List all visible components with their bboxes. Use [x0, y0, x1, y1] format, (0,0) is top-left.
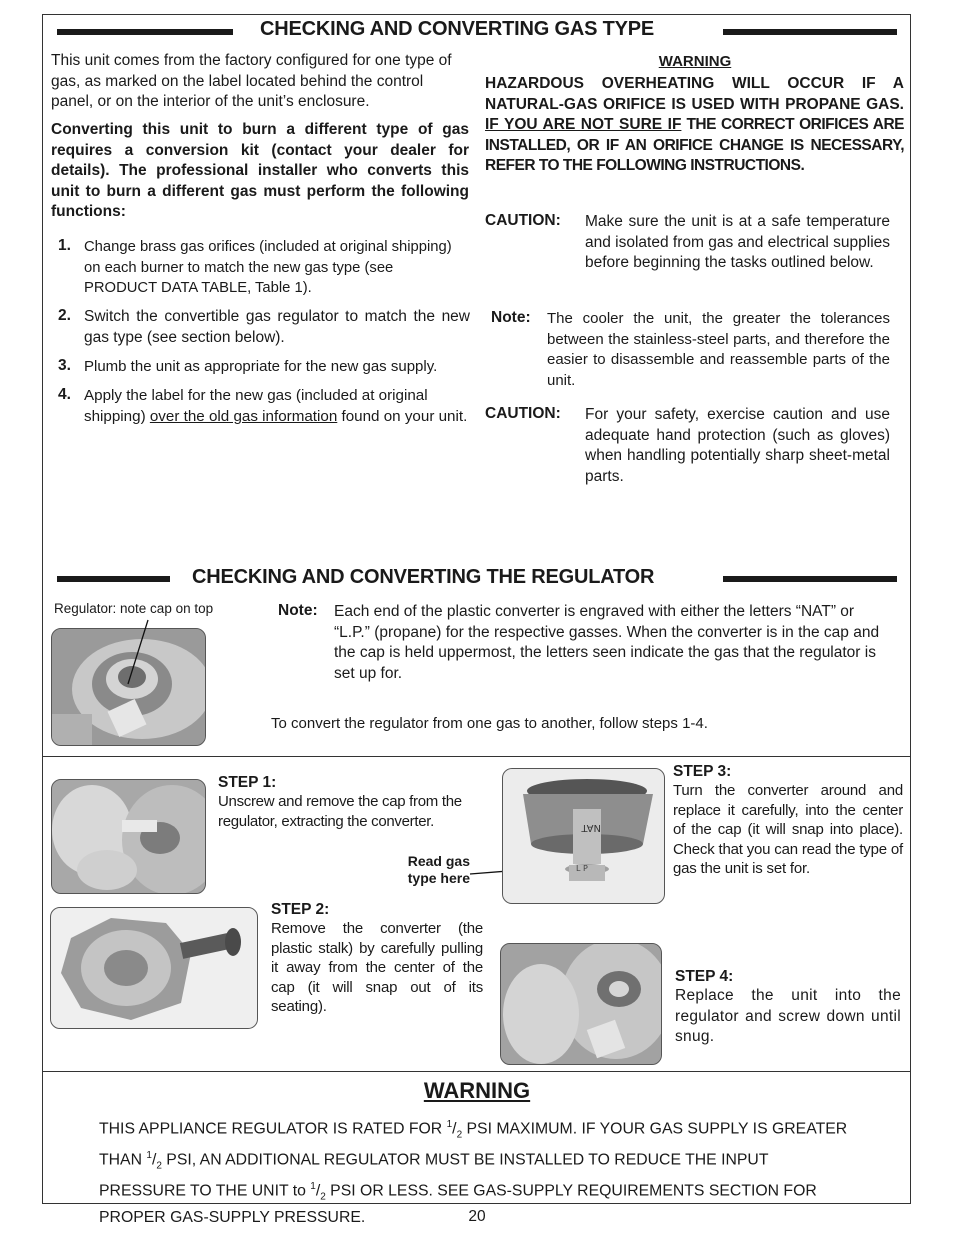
section-title-regulator: CHECKING AND CONVERTING THE REGULATOR — [192, 566, 655, 588]
step3-text: Turn the converter around and replace it carefully, into the center of the cap (it will snap into place). Check that you can read the type of gas the unit is set for. — [673, 782, 903, 877]
note-label: Note: — [491, 309, 531, 326]
step3-image — [503, 769, 664, 903]
divider-warning-top — [42, 1071, 911, 1072]
step1-block — [218, 774, 493, 831]
pressure-warning-text: THIS APPLIANCE REGULATOR IS RATED FOR $^1/_2$ PSI MAXIMUM. IF YOUR GAS SUPPLY IS GREATER THAN $^1/_2$ PSI, AN ADDITIONAL REGULATOR MUST BE INSTALLED TO REDUCE THE INPUT PRESSURE TO THE UNIT to $^1/_2$ PSI OR LESS. SEE GAS-SUPPLY REQUIREMENTS SECTION FOR PROPER GAS-SUPPLY PRESSURE. — [99, 1119, 848, 1227]
section-title-gas-type: CHECKING AND CONVERTING GAS TYPE — [260, 18, 655, 40]
caution1-label: CAUTION: — [485, 212, 561, 229]
convert-instruction: To convert the regulator from one gas to another, follow steps 1-4. — [271, 715, 708, 732]
nat-marking: NAT — [581, 822, 601, 833]
step2-title: STEP 2: — [271, 901, 330, 918]
caption-pointer-line — [120, 618, 160, 688]
step4-block — [675, 968, 901, 1048]
lp-marking: L P — [576, 864, 588, 873]
warning-title: WARNING — [423, 1078, 531, 1103]
header2-rule-left — [57, 576, 170, 582]
step2-block — [271, 901, 483, 1017]
list-item-1: Change brass gas orifices (included at original shipping) on each burner to match the new gas type (see PRODUCT DATA TABLE, Table 1). — [84, 239, 452, 297]
list-number-2: 2. — [58, 307, 71, 324]
header-rule-left — [57, 29, 233, 35]
step2-photo — [50, 907, 258, 1029]
step1-photo — [51, 779, 206, 894]
step1-image — [52, 780, 205, 893]
intro-paragraph: This unit comes from the factory configured for one type of gas, as marked on the label located behind the control panel, or on the interior of the unit’s enclosure. — [51, 52, 452, 111]
regulator-note-text: Each end of the plastic converter is engraved with either the letters “NAT” or “L.P.” (propane) for the respective gasses. When the converter is in the cap and the cap is held uppermost, the letters seen indicate the gas that the regulator is set up for. — [334, 603, 880, 682]
page-number: 20 — [468, 1208, 486, 1225]
conversion-kit-paragraph: Converting this unit to burn a different type of gas requires a conversion kit (contact your dealer for details). The professional installer who converts this unit to burn a different gas must perform the following functions: — [51, 121, 469, 221]
list-item-2: Switch the convertible gas regulator to match the new gas type (see section below). — [84, 308, 470, 346]
step4-image — [501, 944, 661, 1064]
overheating-warning: HAZARDOUS OVERHEATING WILL OCCUR IF A NATURAL-GAS ORIFICE IS USED WITH PROPANE GAS. IF YOU ARE NOT SURE IF THE CORRECT ORIFICES ARE INSTALLED, OR IF AN ORIFICE CHANGE IS NECESSARY, REFER TO THE FOLLOWING INSTRUCTIONS. — [485, 75, 905, 175]
step1-text: Unscrew and remove the cap from the regulator, extracting the converter. — [218, 793, 462, 830]
list-item-4: Apply the label for the new gas (included at original shipping) over the old gas information found on your unit. — [84, 387, 468, 425]
caution1-text: Make sure the unit is at a safe temperature and isolated from gas and electrical supplies before beginning the tasks outlined below. — [585, 213, 891, 272]
header-rule-right — [723, 29, 897, 35]
regulator-note-label: Note: — [278, 602, 318, 619]
step3-block — [673, 763, 903, 879]
caution2-label: CAUTION: — [485, 405, 561, 422]
step4-photo — [500, 943, 662, 1065]
read-gas-label: Read gas type here — [407, 853, 470, 886]
list-number-3: 3. — [58, 357, 71, 374]
list-number-4: 4. — [58, 386, 71, 403]
step2-text: Remove the converter (the plastic stalk) by carefully pulling it away from the center of the cap (it will snap out of its seating). — [271, 920, 483, 1015]
step4-text: Replace the unit into the regulator and screw down until snug. — [675, 987, 901, 1046]
step3-title: STEP 3: — [673, 763, 732, 780]
header2-rule-right — [723, 576, 897, 582]
step1-title: STEP 1: — [218, 774, 277, 791]
divider-steps-top — [42, 756, 911, 757]
step4-title: STEP 4: — [675, 968, 734, 985]
list-item-3: Plumb the unit as appropriate for the new gas supply. — [84, 358, 438, 375]
note-text: The cooler the unit, the greater the tolerances between the stainless-steel parts, and therefore the easier to disassemble and reassemble parts of the unit. — [547, 310, 890, 389]
step3-photo — [502, 768, 665, 904]
photo-caption: Regulator: note cap on top — [54, 601, 214, 616]
list-number-1: 1. — [58, 237, 71, 254]
warning-heading: WARNING — [658, 53, 732, 70]
caution2-text: For your safety, exercise caution and use adequate hand protection (such as gloves) when handling potentially sharp sheet-metal parts. — [585, 406, 890, 485]
step2-image — [51, 908, 257, 1028]
